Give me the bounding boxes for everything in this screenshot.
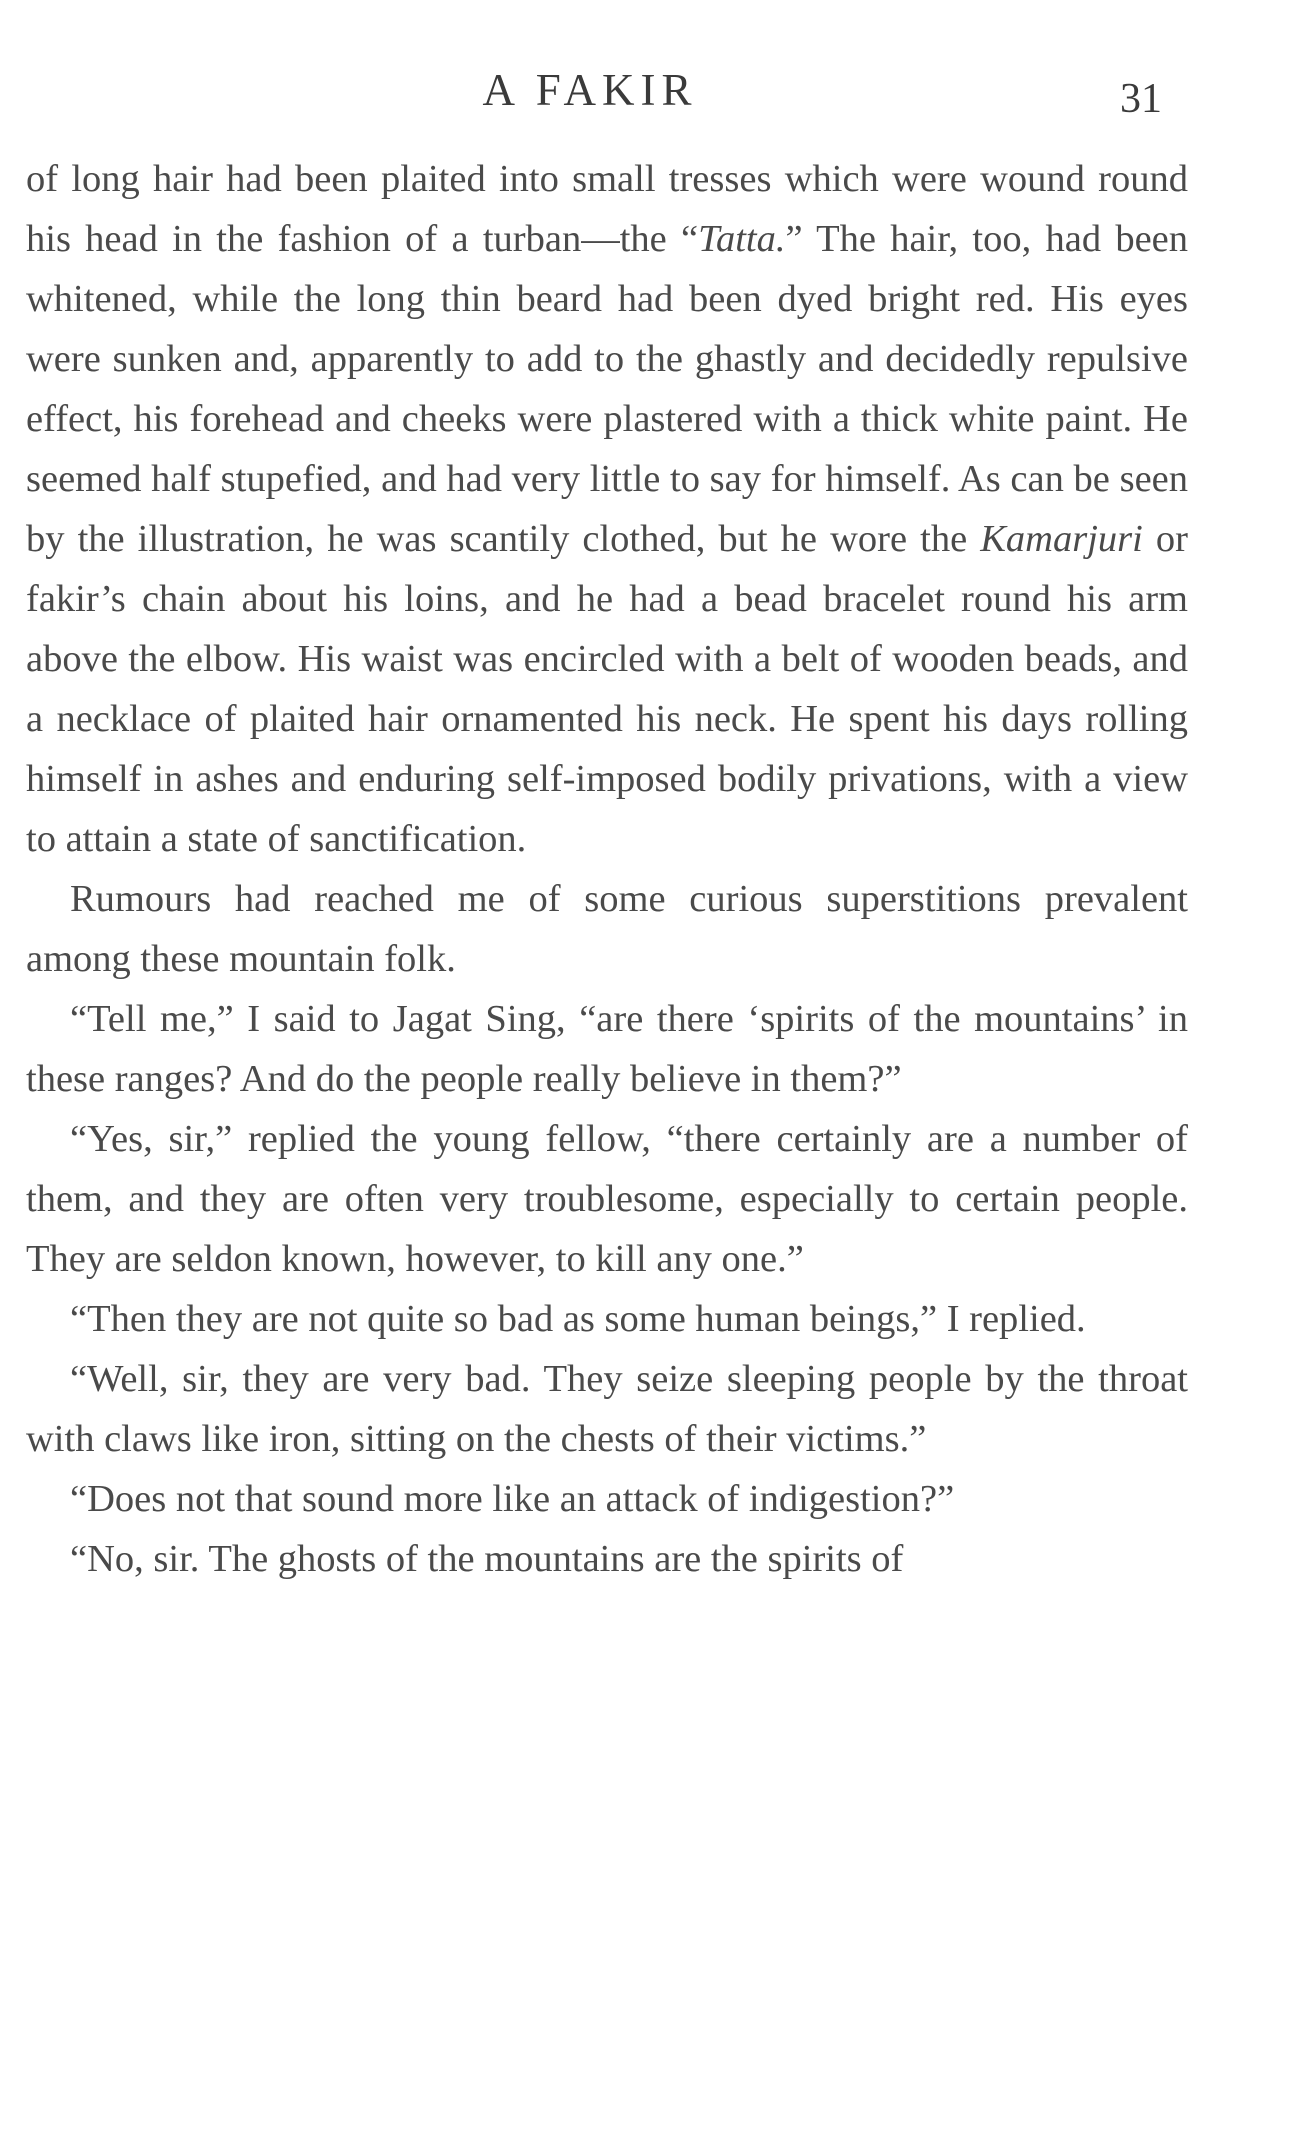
dialogue-paragraph xyxy=(26,1289,1188,1349)
text-run: “Tell me,” I said to Jagat Sing, “are there ‘spirits of the mountains’ in these ranges? And do the people really believe in them?” xyxy=(26,998,1188,1100)
dialogue-paragraph xyxy=(26,1109,1188,1289)
dialogue-paragraph xyxy=(26,1349,1188,1469)
text-run: “Does not that sound more like an attack of indigestion?” xyxy=(70,1478,955,1520)
paragraph xyxy=(26,869,1188,989)
dialogue-paragraph xyxy=(26,989,1188,1109)
italic-term: Kamarjuri xyxy=(980,518,1143,560)
body-text xyxy=(26,149,1188,1589)
text-run: “Then they are not quite so bad as some human beings,” I replied. xyxy=(70,1298,1086,1340)
text-run: “Well, sir, they are very bad. They seize sleeping people by the throat with claws like iron, sitting on the chests of their victims.” xyxy=(26,1358,1188,1460)
text-run: ” The hair, too, had been whitened, while the long thin beard had been dyed bright red. His eyes were sunken and, apparently to add to the ghastly and decidedly repulsive effect, his forehead and cheeks were plastered with a thick white paint. He seemed half stupefied, and had very little to say for himself. As can be seen by the illustration, he was scantily clothed, but he wore the xyxy=(26,218,1188,560)
running-title: A FAKIR xyxy=(482,65,698,115)
page-number: 31 xyxy=(1120,76,1162,122)
text-run: Rumours had reached me of some curious superstitions prevalent among these mountain folk. xyxy=(26,878,1188,980)
italic-term: Tatta. xyxy=(698,218,786,260)
text-run: of long hair had been plaited into small tresses which were wound round his head in the fashion of a turban—the “ xyxy=(26,158,1188,260)
dialogue-paragraph xyxy=(26,1469,1188,1529)
text-run: or fakir’s chain about his loins, and he had a bead bracelet round his arm above the elbow. His waist was encircled with a belt of wooden beads, and a necklace of plaited hair ornamented his neck. He spent his days rolling himself in ashes and enduring self-imposed bodily privations, with a view to attain a state of sanctification. xyxy=(26,518,1188,860)
text-run: “Yes, sir,” replied the young fellow, “there certainly are a number of them, and they are often very troublesome, especially to certain people. They are seldon known, however, to kill any one.” xyxy=(26,1118,1188,1280)
dialogue-paragraph xyxy=(26,1529,1188,1589)
paragraph xyxy=(26,149,1188,869)
text-run: “No, sir. The ghosts of the mountains are the spirits of xyxy=(70,1538,904,1580)
